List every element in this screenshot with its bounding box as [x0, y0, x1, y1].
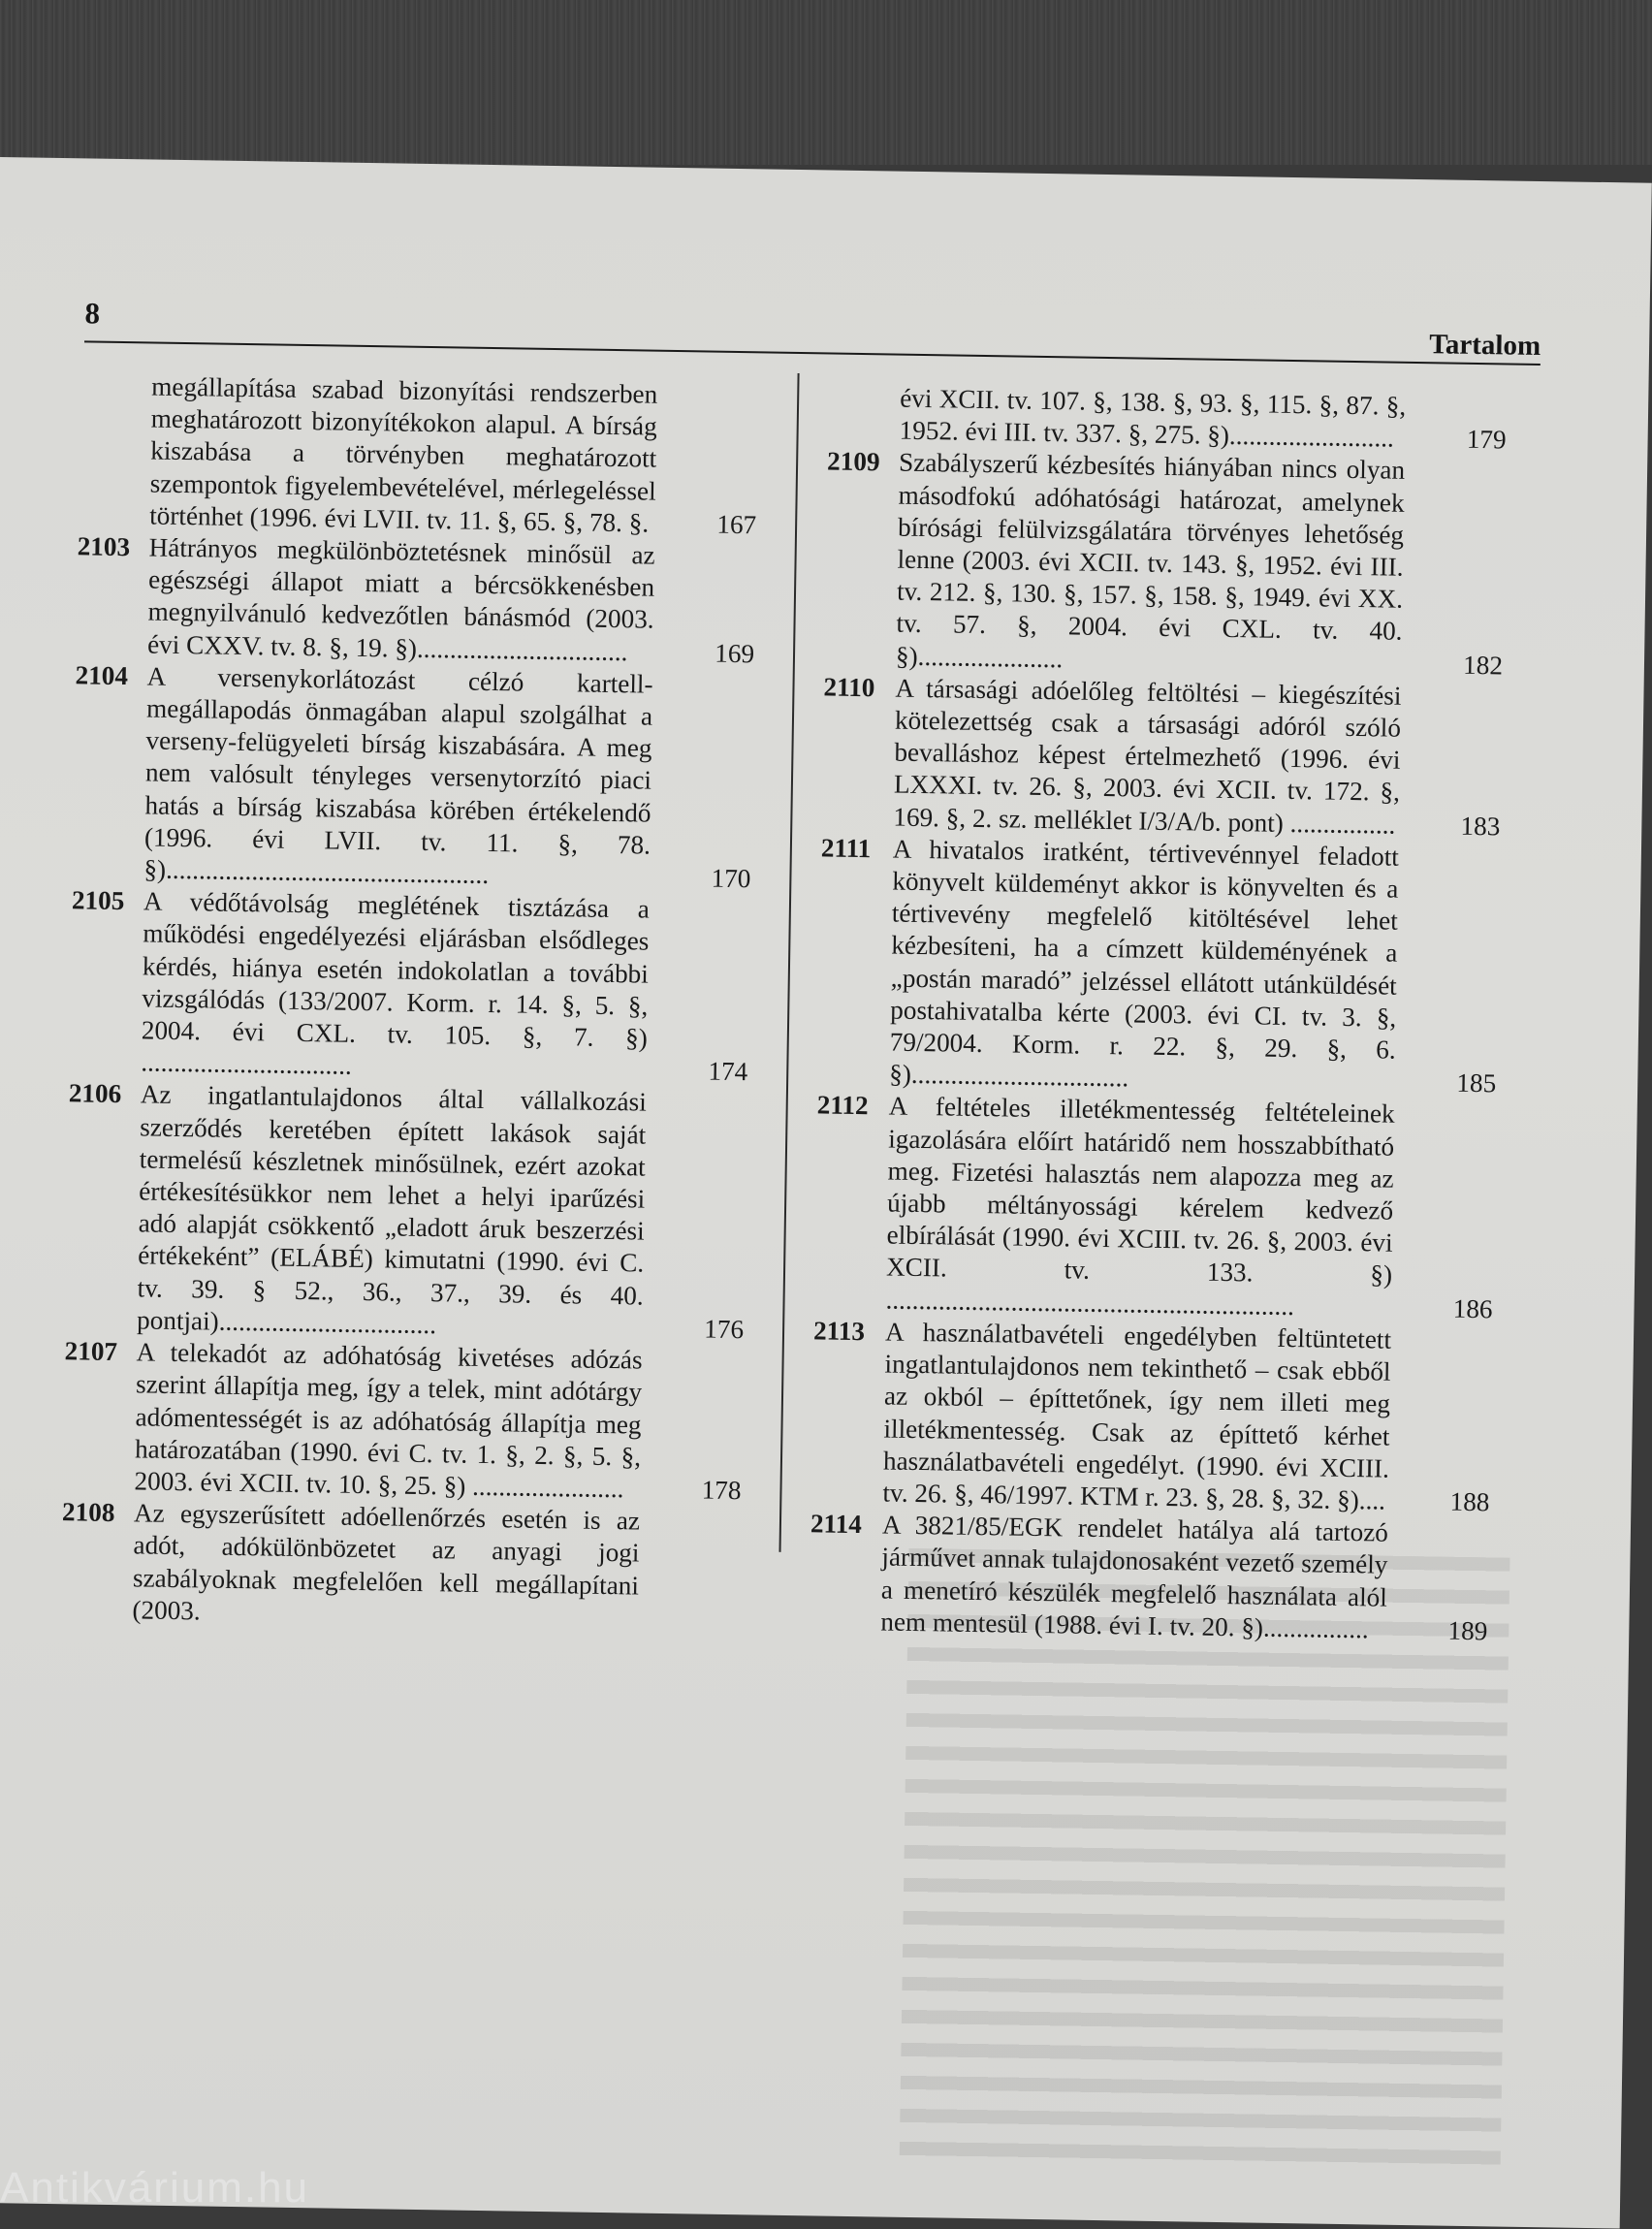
entry-page-ref: 183: [1460, 811, 1501, 842]
entry-page-ref: 185: [1456, 1067, 1497, 1099]
entry-page-ref: 182: [1462, 650, 1504, 681]
entry-number: 2104: [75, 660, 129, 690]
entry-number: 2108: [61, 1497, 115, 1528]
entry-page-ref: 169: [715, 638, 755, 668]
background-surface: [0, 0, 1652, 165]
entry-text: A védőtávolság meglétének tisztázása a működési engedélyezési eljárásban elsődleges kérdés, hiánya esetén indokolatlan a további vizsgálódás (133/2007. Korm. r. 14. §, 5. §, 2004. évi CXL. tv. 105. §, 7. §) ................................: [141, 886, 651, 1081]
entry-text: A társasági adóelőleg feltöltési – kiegészítési kötelezettség csak a társasági adóról szóló bevalláshoz képest értelmezhető (1996. évi LXXXI. tv. 26. §, 2003. évi XCII. tv. 172. §, 169. §, 2. sz. melléklet I/3/A/b. pont) ................: [893, 673, 1402, 840]
page-header: [84, 296, 1541, 366]
entry-number: 2103: [77, 531, 131, 562]
page-number: 8: [84, 296, 101, 331]
book-page: [0, 157, 1652, 2229]
entry-number: 2112: [816, 1090, 869, 1121]
entry-page-ref: 170: [711, 863, 751, 894]
entry-page-ref: 176: [704, 1314, 745, 1345]
entry-number: 2113: [812, 1316, 866, 1347]
toc-entry-2112: [813, 1090, 1496, 1325]
entry-text: Hátrányos megkülönböztetésnek minősül az egészségi állapot miatt a bércsökkenésben megnyilvánuló kedvezőtlen bánásmód (2003. évi CXXV. tv. 8. §, 19. §)................................: [146, 532, 655, 666]
entry-text: A használatbavételi engedélyben feltüntetett ingatlantulajdonos nem tekinthető – csak ebből az okból – építtetőnek, így nem illeti meg illetékmentesség. Csak az építtető kérhet használatbavételi engedélyt. (1990. évi XCIII. tv. 26. §, 46/1997. KTM r. 23. §, 28. §, 32. §)....: [882, 1317, 1392, 1515]
right-column: [809, 381, 1507, 1647]
entry-text: A telekadót az adóhatóság kivetéses adózás szerint állapítja meg, így a telek, mint adótárgy adómentességét is az adóhatóság állapítja meg határozatában (1990. évi C. tv. 1. §, 2. §, 5. §, 2003. évi XCII. tv. 10. §, 25. §) .......................: [134, 1337, 643, 1504]
continued-entry: [78, 369, 759, 541]
entry-number: 2109: [826, 446, 880, 477]
entry-number: 2110: [823, 672, 875, 703]
entry-page-ref: 167: [716, 509, 757, 540]
toc-entry-2113: [810, 1315, 1492, 1518]
toc-entry-2107: [62, 1335, 744, 1507]
entry-text: megállapítása szabad bizonyítási rendszerben meghatározott bizonyítékokon alapul. A bírság kiszabása a törvényben meghatározott szempontok figyelembevételével, mérlegeléssel történhet (1996. évi LVII. tv. 11. §, 65. §, 78. §.: [148, 371, 658, 538]
toc-entry-2104: [72, 659, 754, 895]
watermark: Antikvárium.hu: [0, 2164, 310, 2212]
entry-page-ref: 189: [1447, 1615, 1488, 1646]
continued-entry: [827, 381, 1507, 456]
left-column: [60, 369, 758, 1636]
entry-page-ref: 179: [1466, 425, 1507, 455]
entry-number: 2107: [64, 1336, 118, 1367]
toc-entry-2110: [821, 671, 1503, 843]
running-title: Tartalom: [1428, 329, 1541, 362]
entry-text: Az egyszerűsített adóellenőrzés esetén is az adót, adókülönbözetet az anyagi jogi szabályoknak megfelelően kell megállapítani (2003.: [132, 1498, 641, 1626]
entry-page-ref: 188: [1449, 1486, 1490, 1517]
column-divider: [778, 373, 799, 1552]
entry-text: A 3821/85/EGK rendelet hatálya alá tartozó járművet annak tulajdonosaként vezető személy a menetíró készülék megfelelő használata alól nem mentesül (1988. évi I. tv. 20. §)................: [880, 1510, 1389, 1644]
entry-number: 2114: [810, 1509, 863, 1540]
toc-entry-2105: [69, 885, 750, 1089]
entry-text: Az ingatlantulajdonos által vállalkozási szerződés keretében épített lakások saját termelésű készletnek minősülnek, ezért azokat értékesítésükkor nem lehet a helyi iparűzési adó alapját csökkentő „eladott áruk beszerzési értékeként” (ELÁBÉ) kimutatni (1990. évi C. tv. 39. § 52., 36., 37., 39. és 40. pontjai).................................: [136, 1079, 648, 1340]
entry-page-ref: 178: [701, 1475, 742, 1506]
entry-number: 2105: [71, 885, 125, 916]
toc-entry-2103: [76, 530, 756, 670]
entry-number: 2106: [68, 1078, 122, 1109]
entry-text: Szabályszerű kézbesítés hiányában nincs olyan másodfokú adóhatósági határozat, amelynek bírósági felülvizsgálatára törvényes lehetőség lenne (2003. évi XCII. tv. 143. §, 1952. évi III. tv. 212. §, 130. §, 157. §, 158. §, 1949. évi XX. tv. 57. §, 2004. évi CXL. tv. 40. §)......................: [895, 448, 1406, 673]
entry-text: A versenykorlátozást célzó kartell-megállapodás önmagában alapul szolgálhat a verseny-felügyeleti bírság kiszabására. A meg nem valósult tényleges versenytorzító piaci hatás a bírság kiszabása körében értékelendő (1996. évi LVII. tv. 11. §, 78. §).................................................: [143, 661, 653, 890]
toc-entry-2106: [65, 1078, 747, 1347]
entry-text: A feltételes illetékmentesség feltételeinek igazolására előírt határidő nem hosszabbítható meg. Fizetési halasztás nem alapozza meg az újabb méltányossági kérelem kedvező elbírálását (1990. évi XCIII. tv. 26. §, 2003. évi XCII. tv. 133. §) ..............................................................: [885, 1091, 1395, 1321]
toc-entry-2111: [817, 832, 1500, 1100]
entry-page-ref: 174: [708, 1056, 748, 1087]
toc-entry-2109: [824, 446, 1507, 682]
entry-number: 2111: [820, 833, 872, 864]
entry-text: A hivatalos iratként, tértivevénnyel feladott könyvelt küldeményt akkor is könyvelten és a tértivevény megfelelő kitöltésével lehet kézbesíteni, ha a címzett küldeményének a „postán maradó” jelzéssel ellátott utánküldését postahivatalba kérte (2003. évi CI. tv. 3. §, 79/2004. Korm. r. 22. §, 29. §, 6. §).................................: [889, 834, 1400, 1093]
toc-entry-2108: [60, 1496, 741, 1636]
entry-text: évi XCII. tv. 107. §, 138. §, 93. §, 115. §, 87. §, 1952. évi III. tv. 337. §, 275. §).........................: [899, 383, 1407, 453]
show-through-text: [900, 1548, 1510, 2179]
entry-page-ref: 186: [1452, 1293, 1493, 1324]
